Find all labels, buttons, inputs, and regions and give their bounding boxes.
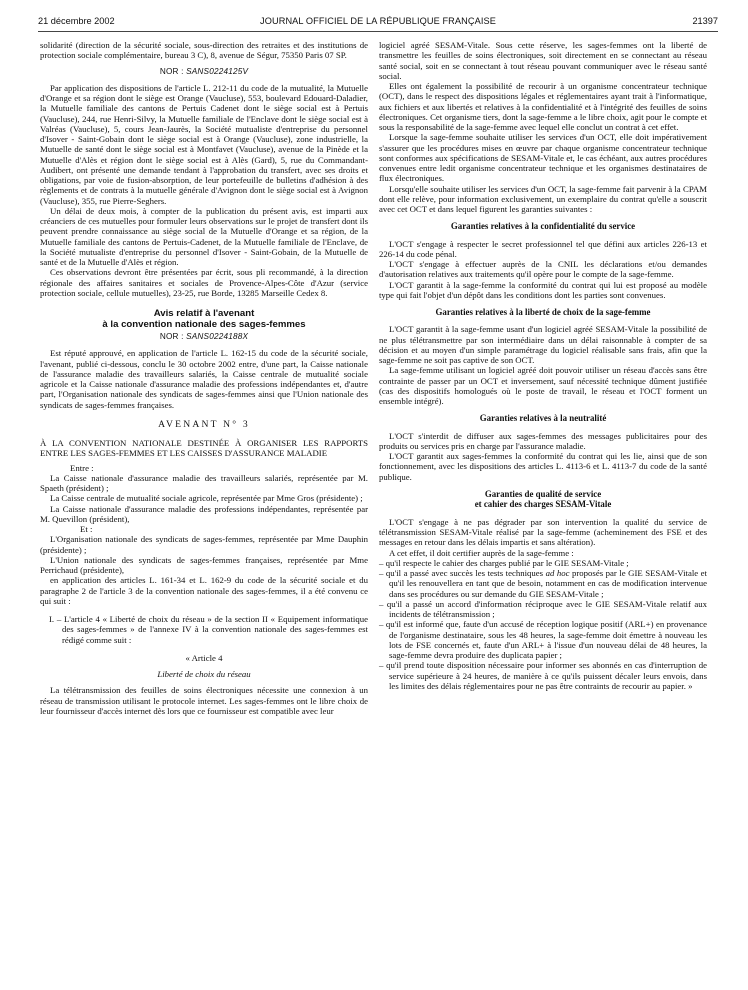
nor-code: SANS0224125V bbox=[186, 66, 249, 76]
paragraph: La télétransmission des feuilles de soins électroniques nécessite une connexion à un réseau de transmission utilisant le protocole internet. Les sages-femmes ont le libre choix de leur fournisseur d'accès internet dès lors que ce fournisseur est compatible avec leur bbox=[40, 685, 368, 716]
section-heading: Garanties relatives à la confidentialité du service bbox=[450, 221, 636, 232]
paragraph: L'OCT garantit aux sages-femmes la conformité du contrat qui les lie, ainsi que de son fonctionnement, avec les dispositions des articles L. 4113-6 et L. 4113-7 du code de la santé publique. bbox=[379, 451, 707, 482]
paragraph: L'OCT garantit à la sage-femme la conformité du contrat qui lui est proposé au modèle type qui fait l'objet d'un dépôt dans les conditions dont les parties sont convenues. bbox=[379, 279, 707, 300]
avenant-subtitle: À LA CONVENTION NATIONALE DESTINÉE À ORGANISER LES RAPPORTS ENTRE LES SAGES-FEMMES ET LES CAISSES D'ASSURANCE MALADIE bbox=[40, 438, 368, 459]
notice-title-line: à la convention nationale des sages-femmes bbox=[102, 319, 306, 330]
paragraph: Est réputé approuvé, en application de l'article L. 162-15 du code de la sécurité sociale, l'avenant, publié ci-dessous, conclu le 30 octobre 2002 entre, d'une part, la Caisse nationale de l'assurance maladie des travailleurs salariés, la Caisse centrale de mutualité sociale agricole et la Caisse nationale d'assurance maladie des professions indépendantes et, d'autre part, l'Organisation nationale des syndicats de sages-femmes ainsi que l'Union nationale des syndicats de sages-femmes françaises. bbox=[40, 348, 368, 410]
paragraph: logiciel agréé SESAM-Vitale. Sous cette réserve, les sages-femmes ont la liberté de transmettre les feuilles de soins électroniques, soit directement en se connectant au réseau santé social, soit en se connectant à tout réseau pouvant communiquer avec le réseau santé social. bbox=[379, 40, 707, 81]
paragraph: L'OCT garantit à la sage-femme usant d'un logiciel agréé SESAM-Vitale la possibilité de ne plus télétransmettre par son intermédiaire dans un délai raisonnable à compter de sa décision et au moyen d'un simple paramétrage du logiciel réalisable sans frais, afin que la sage-femme ne soit pas captive de son OCT. bbox=[379, 324, 707, 365]
notice-title bbox=[40, 308, 368, 330]
journal-title: JOURNAL OFFICIEL DE LA RÉPUBLIQUE FRANÇAISE bbox=[260, 16, 496, 26]
article-subheading-text: Liberté de choix du réseau bbox=[157, 669, 251, 679]
section-heading bbox=[379, 489, 707, 510]
paragraph: Par application des dispositions de l'article L. 212-11 du code de la mutualité, la Mutuelle d'Orange et sa région dont le siège est Orange (Vaucluse), 553, boulevard Edouard-Daladier, la Mutuelle familiale des cantons de Pertuis Cadenet dont le siège social est à Pertuis (Vaucluse), 244, rue Henri-Silvy, la Mutuelle familiale de l'Enclave dont le siège social est à Valréas (Vaucluse), 5, cours Jean-Jaurès, la Société mutualiste d'entreprise du personnel d'Isover - Saint-Gobain dont le siège social est à Orange (Vaucluse), zone industrielle, la Mutuelle de santé dont le siège social est à Montfavet (Vaucluse), avenue de la Pinède et la Mutuelle d'Alès et région dont le siège social est à Alès (Gard), 5, rue du Commandant-Audibert, ont présenté une demande tendant à l'approbation du transfert, avec ses droits et obligations, par voie de fusion-absorption, de leur portefeuille de bulletins d'adhésion à des règlements et de contrats à la mutuelle générale d'Avignon dont le siège social est à Avignon (Vaucluse), 355, rue Pierre-Seghers. bbox=[40, 82, 368, 206]
nor-label: NOR : bbox=[159, 66, 187, 76]
paragraph: L'Organisation nationale des syndicats de sages-femmes, représentée par Mme Dauphin (présidente) ; bbox=[40, 534, 368, 555]
list-item-emphasis: ad hoc bbox=[545, 568, 570, 578]
list-item-text: – qu'il a passé avec succès les tests techniques bbox=[379, 568, 546, 578]
list-item: – qu'il respecte le cahier des charges publié par le GIE SESAM-Vitale ; bbox=[379, 557, 629, 568]
list-item: – qu'il a passé un accord d'information réciproque avec le GIE SESAM-Vitale relatif aux incidents de télétransmission ; bbox=[379, 598, 707, 619]
paragraph: La Caisse centrale de mutualité sociale agricole, représentée par Mme Gros (présidente) ; bbox=[50, 493, 363, 504]
notice-title-line: Avis relatif à l'avenant bbox=[153, 308, 255, 319]
paragraph: Lorsque la sage-femme souhaite utiliser les services d'un OCT, elle doit impérativement s'assurer que les procédures mises en œuvre par chaque organisme concentrateur technique sont conformes aux spécifications de SESAM-Vitale et, le cas échéant, aux autres procédures convenues entre ledit organisme concentrateur technique et les organismes destinataires de flux électroniques. bbox=[379, 132, 707, 184]
article-subheading bbox=[40, 669, 368, 679]
section-heading: Garanties relatives à la neutralité bbox=[479, 413, 607, 424]
right-column bbox=[379, 40, 707, 691]
nor-code: SANS0224188X bbox=[186, 332, 249, 341]
list-item-text: proposés par le GIE SESAM-Vitale et qu'il les renouvellera en tant que de besoin, notamment en cas de modification intervenue dans ses procédures ou sur demande du GIE SESAM-Vitale ; bbox=[389, 568, 707, 599]
paragraph: La sage-femme utilisant un logiciel agréé doit pouvoir utiliser un réseau d'accès sans être contrainte de passer par un OCT et inversement, sauf nécessité technique dûment justifiée (cas des dispositifs homologués où le poste de travail, le réseau et l'OCT forment un ensemble intégré). bbox=[379, 365, 707, 406]
avenant-heading: AVENANT N° 3 bbox=[158, 418, 250, 430]
list-item: – qu'il prend toute disposition nécessaire pour informer ses abonnés en cas d'interruption de service supérieure à 24 heures, de manière à ce qu'ils puissent décaler leurs envois, dans les limites des délais réglementaires pour ne pas être contraints de recourir au papier. » bbox=[379, 660, 707, 691]
left-column bbox=[40, 40, 368, 716]
paragraph: solidarité (direction de la sécurité sociale, sous-direction des retraites et des institutions de protection sociale complémentaire, bureau 3 C), 8, avenue de Ségur, 75350 Paris 07 SP. bbox=[40, 40, 368, 61]
page-number: 21397 bbox=[692, 16, 718, 26]
paragraph: L'OCT s'engage à effectuer auprès de la CNIL les déclarations et/ou demandes d'autorisation relatives aux traitements qu'il opère pour le compte de la sage-femme. bbox=[379, 259, 707, 280]
article-heading: « Article 4 bbox=[185, 652, 223, 663]
nor-reference bbox=[40, 67, 368, 77]
section-heading: Garanties relatives à la liberté de choix de la sage-femme bbox=[435, 307, 651, 317]
section-heading-line: Garanties de qualité de service bbox=[484, 488, 602, 499]
paragraph: Elles ont également la possibilité de recourir à un organisme concentrateur technique (OCT), dans le respect des dispositions légales et réglementaires ayant trait à l'informatique, aux fichiers et aux libertés et relatives à la confidentialité et à l'intégrité des feuilles de soins électroniques. Cet organisme tiers, dont la sage-femme a le libre choix, agit pour le compte et sous la responsabilité de la sage-femme avec lequel elle conclut un contrat à cet effet. bbox=[379, 81, 707, 132]
paragraph: Lorsqu'elle souhaite utiliser les services d'un OCT, la sage-femme fait parvenir à la CPAM dont elle relève, pour information exclusivement, un exemplaire du contrat qu'elle a souscrit avec cet OCT et dans lequel figurent les garanties suivantes : bbox=[379, 183, 707, 214]
guarantee-list bbox=[379, 558, 707, 691]
paragraph: L'OCT s'engage à respecter le secret professionnel tel que défini aux articles 226-13 et 226-14 du code pénal. bbox=[379, 238, 707, 259]
paragraph: I. – L'article 4 « Liberté de choix du réseau » de la section II « Equipement informatique des sages-femmes » de l'annexe IV à la convention nationale des sages-femmes est rédigé comme suit : bbox=[49, 614, 368, 645]
paragraph: A cet effet, il doit certifier auprès de la sage-femme : bbox=[389, 547, 574, 558]
paragraph: en application des articles L. 161-34 et L. 162-9 du code de la sécurité sociale et du paragraphe 2 de l'article 3 de la convention nationale des sages-femmes, il a été convenu ce qui suit : bbox=[40, 575, 368, 606]
paragraph: La Caisse nationale d'assurance maladie des travailleurs salariés, représentée par M. Spaeth (président) ; bbox=[40, 472, 368, 493]
list-item bbox=[379, 568, 707, 599]
header-date: 21 décembre 2002 bbox=[38, 16, 115, 26]
page-header bbox=[38, 14, 718, 30]
nor-reference bbox=[40, 332, 368, 342]
entre-label: Entre : bbox=[70, 462, 94, 473]
section-heading-line: et cahier des charges SESAM-Vitale bbox=[474, 499, 612, 510]
paragraph: L'OCT s'engage à ne pas dégrader par son intervention la qualité du service de télétransmission SESAM-Vitale réalisé par la sage-femme (acheminement des FSE et des messages en retour dans les délais impartis et sans altération). bbox=[379, 516, 707, 548]
paragraph: Ces observations devront être présentées par écrit, sous pli recommandé, à la direction régionale des affaires sanitaires et sociales de Provence-Alpes-Côte d'Azur (service protection sociale, cellule mutuelles), 23-25, rue Borde, 13285 Marseille Cedex 8. bbox=[40, 267, 368, 298]
paragraph: L'OCT s'interdit de diffuser aux sages-femmes des messages publicitaires pour des produits ou services pris en charge par l'assurance maladie. bbox=[379, 430, 707, 451]
header-rule bbox=[38, 31, 718, 32]
list-item: – qu'il est informé que, faute d'un accusé de réception logique positif (ARL+) en provenance de l'organisme destinataire, sous les 48 heures, la sage-femme doit émettre à nouveau les lots de FSE concernés et, faute d'un ARL+ à l'issue d'un nouveau délai de 48 heures, la sage-femme devra produire des duplicata papier ; bbox=[379, 619, 707, 660]
paragraph: L'Union nationale des syndicats de sages-femmes françaises, représentée par Mme Perrichaud (présidente), bbox=[40, 554, 368, 575]
paragraph: Un délai de deux mois, à compter de la publication du présent avis, est imparti aux créanciers de ces mutuelles pour formuler leurs observations sur le projet de transfert dont ils peuvent prendre connaissance au siège social de la Mutuelle d'Orange et sa région, de la Mutuelle familiale des cantons de Pertuis-Cadenet, de la Mutuelle familiale de l'Enclave, de la Société mutualiste d'entreprise du personnel d'Isover - Saint-Gobain, de la Mutuelle de santé et de la Mutuelle d'Alès et région. bbox=[40, 205, 368, 267]
nor-label: NOR : bbox=[159, 332, 187, 341]
et-label: Et : bbox=[80, 524, 93, 534]
paragraph: La Caisse nationale d'assurance maladie des professions indépendantes, représentée par M. Quevillon (président), bbox=[40, 503, 368, 524]
